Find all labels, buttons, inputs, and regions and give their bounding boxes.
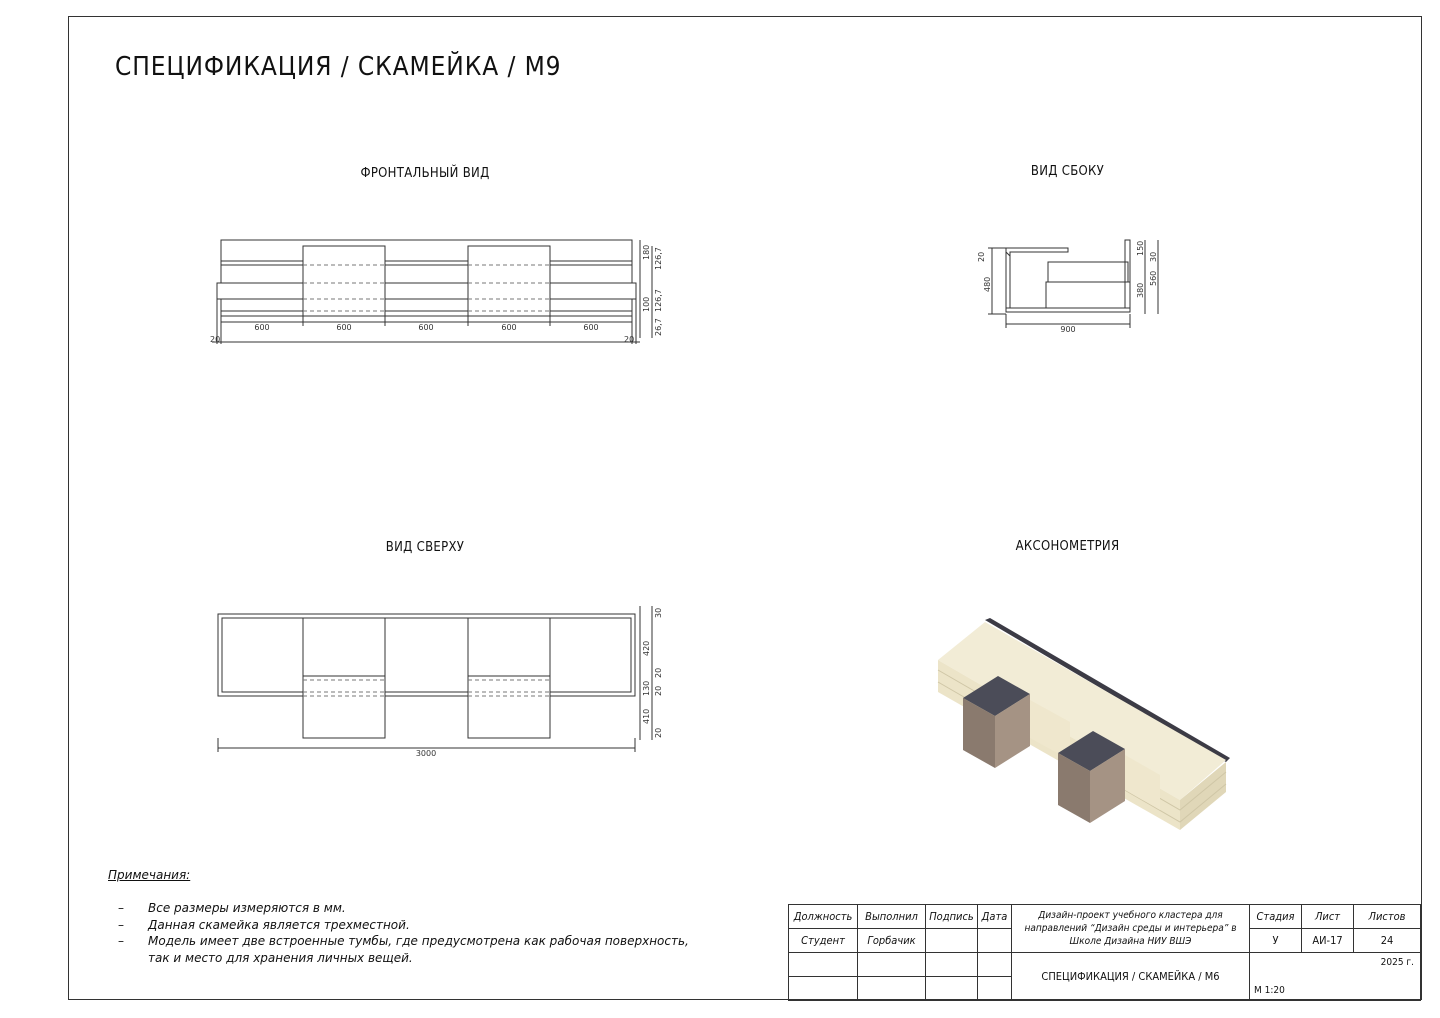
- empty-cell: [858, 977, 926, 1001]
- empty-cell: [789, 977, 858, 1001]
- front-dim: 126,7: [654, 247, 663, 270]
- empty-cell: [926, 953, 978, 977]
- sheet-title: СПЕЦИФИКАЦИЯ / СКАМЕЙКА / М6: [1012, 953, 1250, 1001]
- front-dim: 180: [642, 244, 651, 260]
- header-signature: Подпись: [926, 905, 978, 929]
- header-date: Дата: [978, 905, 1012, 929]
- side-dim: 900: [1060, 325, 1076, 334]
- top-dim: 420: [642, 640, 651, 656]
- empty-cell: [978, 953, 1012, 977]
- empty-cell: [789, 953, 858, 977]
- title-block: [788, 904, 1421, 1001]
- note-text: Модель имеет две встроенные тумбы, где предусмотрена как рабочая поверхность, так и место для хранения личных вещей.: [148, 934, 689, 965]
- axonometry-drawing: [930, 610, 1240, 845]
- empty-cell: [978, 977, 1012, 1001]
- note-item: – Данная скамейка является трехместной.: [118, 917, 708, 934]
- header-position: Должность: [789, 905, 858, 929]
- signature-cell: [926, 929, 978, 953]
- header-stage: Стадия: [1250, 905, 1302, 929]
- note-item: – Все размеры измеряются в мм.: [118, 900, 708, 917]
- header-sheet: Лист: [1302, 905, 1354, 929]
- front-dim: 20: [210, 335, 221, 344]
- side-dim: 20: [977, 251, 986, 262]
- top-view-drawing: [200, 600, 680, 760]
- front-dim: 600: [336, 323, 352, 332]
- year: 2025 г.: [1380, 957, 1414, 968]
- front-dim: 600: [254, 323, 270, 332]
- note-text: Все размеры измеряются в мм.: [148, 901, 346, 915]
- date-cell: [978, 929, 1012, 953]
- project-name: Дизайн-проект учебного кластера для направлений “Дизайн среды и интерьера” в Школе Дизайна НИУ ВШЭ: [1012, 905, 1250, 953]
- front-dim: 126,7: [654, 289, 663, 312]
- performer-value: Горбачик: [858, 929, 926, 953]
- side-dim: 30: [1149, 251, 1158, 262]
- front-dim: 600: [501, 323, 517, 332]
- top-dim: 20: [654, 667, 663, 678]
- axonometry-label: АКСОНОМЕТРИЯ: [1015, 539, 1120, 554]
- top-dim: 20: [654, 685, 663, 696]
- side-dim: 560: [1149, 270, 1158, 286]
- notes-title: Примечания:: [108, 868, 191, 882]
- sheets-value: 24: [1354, 929, 1421, 953]
- notes-list: [118, 900, 708, 966]
- header-performer: Выполнил: [858, 905, 926, 929]
- top-dim: 3000: [415, 749, 437, 758]
- front-dim: 600: [583, 323, 599, 332]
- top-dim: 130: [642, 680, 651, 696]
- scale: М 1:20: [1254, 985, 1285, 996]
- front-dim: 20: [624, 335, 635, 344]
- front-view-label: ФРОНТАЛЬНЫЙ ВИД: [360, 166, 490, 181]
- year-scale-cell: [1250, 953, 1421, 1001]
- top-dim: 410: [642, 708, 651, 724]
- side-dim: 480: [983, 276, 992, 292]
- stage-value: У: [1250, 929, 1302, 953]
- side-dim: 380: [1136, 282, 1145, 298]
- top-dim: 30: [654, 607, 663, 618]
- role-value: Студент: [789, 929, 858, 953]
- side-view-label: ВИД СБОКУ: [1030, 164, 1105, 179]
- header-sheets: Листов: [1354, 905, 1421, 929]
- note-text: Данная скамейка является трехместной.: [148, 917, 410, 932]
- page-title: СПЕЦИФИКАЦИЯ / СКАМЕЙКА / М9: [115, 52, 562, 82]
- drawing-frame: [68, 16, 1422, 1000]
- sheet-value: АИ-17: [1302, 929, 1354, 953]
- front-view-drawing: [200, 230, 680, 350]
- empty-cell: [926, 977, 978, 1001]
- side-dim: 150: [1136, 240, 1145, 256]
- top-view-label: ВИД СВЕРХУ: [385, 540, 465, 555]
- note-item: – Модель имеет две встроенные тумбы, где предусмотрена как рабочая поверхность, так и место для хранения личных вещей.: [118, 933, 708, 966]
- side-view-drawing: [970, 232, 1180, 337]
- front-dim: 26,7: [654, 318, 663, 336]
- top-dim: 20: [654, 727, 663, 738]
- front-dim: 100: [642, 296, 651, 312]
- front-dim: 600: [418, 323, 434, 332]
- empty-cell: [858, 953, 926, 977]
